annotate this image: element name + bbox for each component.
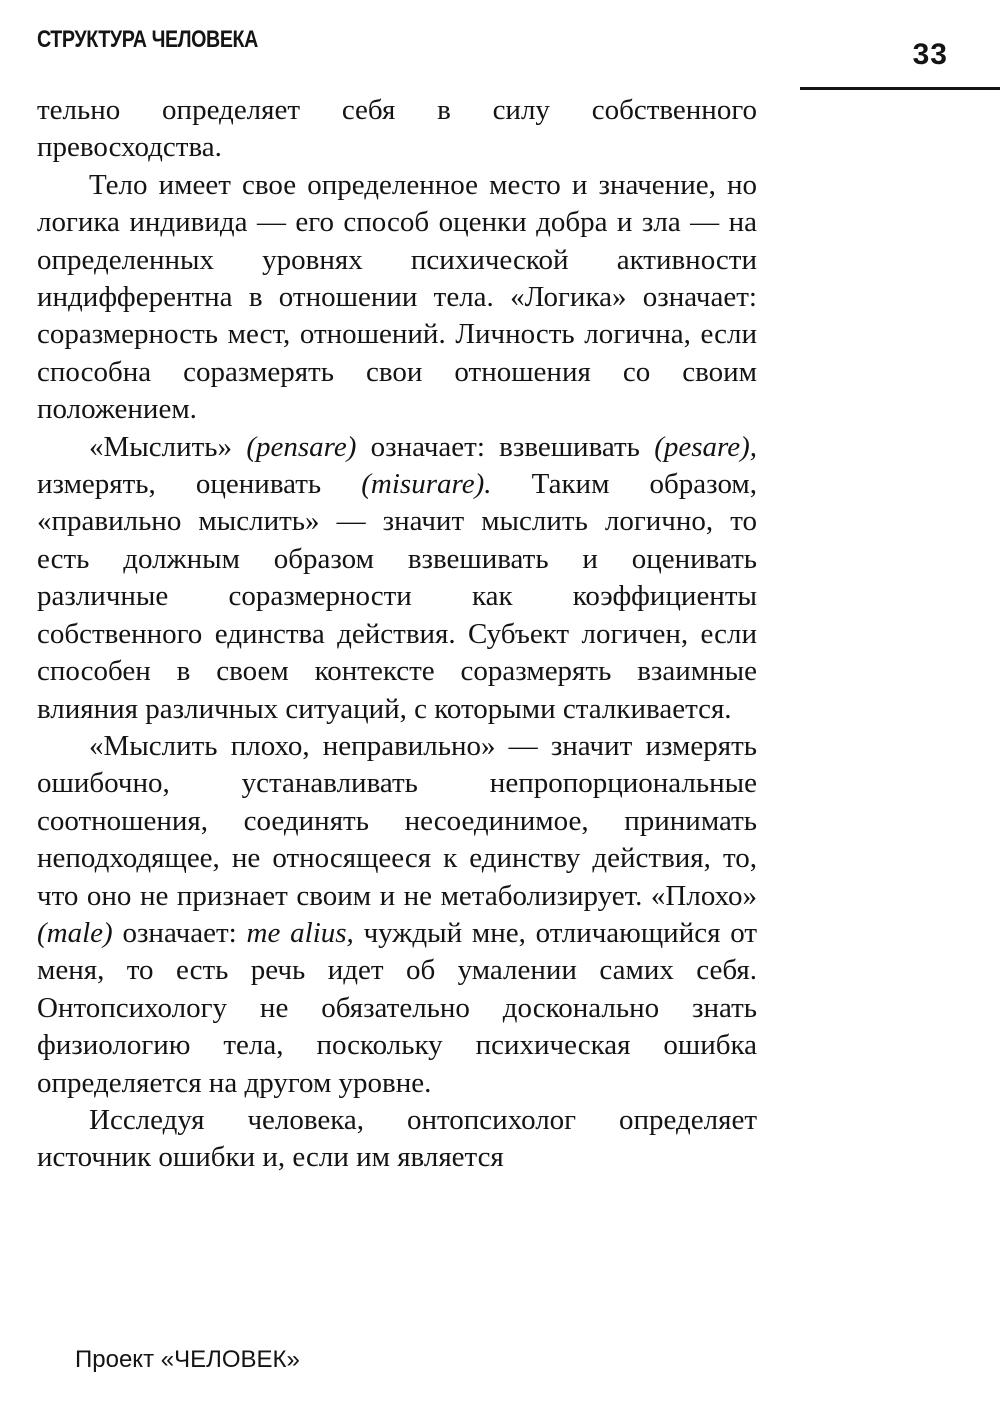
paragraph-3 — [37, 429, 757, 728]
term-pesare: (pesare), — [654, 430, 757, 463]
term-pensare: (pensare) — [246, 430, 357, 463]
body-text — [37, 92, 757, 1177]
page-number: 33 — [912, 38, 948, 71]
term-male: (male) — [37, 916, 113, 949]
footer-project-label: Проект «ЧЕЛОВЕК» — [75, 1346, 300, 1373]
paragraph-3-text-2: означает: взвешивать — [356, 430, 655, 463]
paragraph-3-text-1: «Мыслить» — [89, 430, 247, 463]
header-rule — [800, 87, 1000, 90]
paragraph-4-text-1: «Мыслить плохо, неправильно» — значит измерять ошибочно, устанавливать непропорциональные соотношения, соединять несоединимое, принимать неподходящее, не относящееся к единству действия, то, что оно не признает своим и не метаболизирует. «Плохо» — [37, 729, 757, 912]
paragraph-3-text-4: Таким образом, «правильно мыслить» — значит мыслить логично, то есть должным образом взвешивать и оценивать различные соразмерности как коэффициенты собственного единства действия. Субъект логичен, если способен в своем контексте соразмерять взаимные влияния различных ситуаций, с которыми сталкивается. — [37, 468, 757, 725]
term-me-alius: me alius, — [246, 916, 354, 949]
paragraph-3-text-3: измерять, оценивать — [37, 468, 362, 501]
paragraph-2: Тело имеет свое определенное место и значение, но логика индивида — его способ оценки добра и зла — на определенных уровнях психической активности индифферентна в отношении тела. «Логика» означает: соразмерность мест, отношений. Личность логична, если способна соразмерять свои отношения со своим положением. — [37, 168, 757, 426]
paragraph-4-text-3: чуждый мне, отличающийся от меня, то есть речь идет об умалении самих себя. Онтопсихологу не обязательно досконально знать физиологию тела, поскольку психическая ошибка определяется на другом уровне. — [37, 916, 758, 1099]
paragraph-1: тельно определяет себя в силу собственного превосходства. — [37, 94, 757, 164]
paragraph-4-text-2: означает: — [112, 916, 247, 949]
paragraph-5: Исследуя человека, онтопсихолог определяет источник ошибки и, если им является — [37, 1103, 757, 1174]
term-misurare: (misurare). — [361, 468, 492, 501]
paragraph-4 — [37, 728, 757, 1102]
running-title: СТРУКТУРА ЧЕЛОВЕКА — [37, 26, 258, 53]
